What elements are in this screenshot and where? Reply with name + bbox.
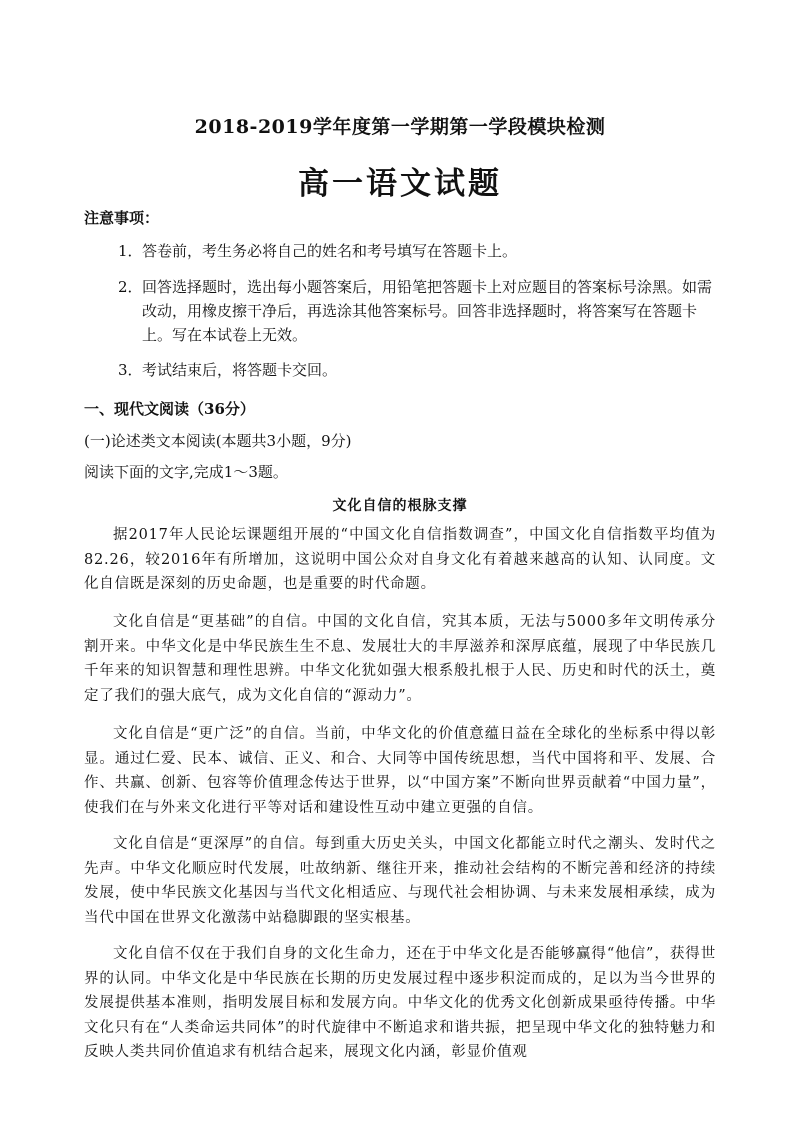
notice-item-1 <box>118 239 718 263</box>
article-paragraph-3: 文化自信是“更广泛”的自信。当前，中华文化的价值意蕴日益在全球化的坐标系中得以彰显。通过仁爱、民本、诚信、正义、和合、大同等中国传统思想，当代中国将和平、发展、合作、共赢、创新、包容等价值理念传达于世界，以“中国方案”不断向世界贡献着“中国力量”，使我们在与外来文化进行平等对话和建设性互动中建立更强的自信。 <box>84 726 716 816</box>
notice-item-text: 回答选择题时，选出每小题答案后，用铅笔把答题卡上对应题目的答案标号涂黑。如需改动，用橡皮擦干净后，再选涂其他答案标号。回答非选择题时，将答案写在答题卡上。写在本试卷上无效。 <box>142 278 713 344</box>
subject-title: 高一语文试题 <box>298 166 502 202</box>
notice-item-2 <box>118 275 718 347</box>
notice-item-text: 答卷前，考生务必将自己的姓名和考号填写在答题卡上。 <box>142 242 518 260</box>
notice-heading: 注意事项： <box>84 209 160 227</box>
notice-item-number: 1． <box>118 242 143 260</box>
reading-instruction: 阅读下面的文字,完成1～3题。 <box>84 463 288 481</box>
notice-item-number: 2． <box>118 278 143 296</box>
subsection-heading: (一)论述类文本阅读(本题共3小题，9分) <box>84 432 352 450</box>
article-paragraph-5: 文化自信不仅在于我们自身的文化生命力，还在于中华文化是否能够赢得“他信”，获得世界的认同。中华文化是中华民族在长期的历史发展过程中逐步积淀而成的，足以为当今世界的发展提供基本准则，指明发展目标和发展方向。中华文化的优秀文化创新成果亟待传播。中华文化只有在“人类命运共同体”的时代旋律中不断追求和谐共振，把呈现中华文化的独特魅力和反映人类共同价值追求有机结合起来，展现文化内涵，彰显价值观 <box>84 946 716 1060</box>
notice-item-text: 考试结束后，将答题卡交回。 <box>142 361 338 379</box>
section-heading: 一、现代文阅读（36分） <box>84 400 255 418</box>
exam-title: 2018-2019学年度第一学期第一学段模块检测 <box>194 116 606 138</box>
article-title: 文化自信的根脉支撑 <box>332 498 468 514</box>
article-paragraph-4: 文化自信是“更深厚”的自信。每到重大历史关头，中国文化都能立时代之潮头、发时代之先声。中华文化顺应时代发展，吐故纳新、继往开来，推动社会结构的不断完善和经济的持续发展，使中华民族文化基因与当代文化相适应、与现代社会相协调、与未来发展相承续，成为当代中国在世界文化激荡中站稳脚跟的坚实根基。 <box>84 836 716 926</box>
article-paragraph-2: 文化自信是“更基础”的自信。中国的文化自信，究其本质，无法与5000多年文明传承分割开来。中华文化是中华民族生生不息、发展壮大的丰厚滋养和深厚底蕴，展现了中华民族几千年来的知识智慧和理性思辨。中华文化犹如强大根系般扎根于人民、历史和时代的沃土，奠定了我们的强大底气，成为文化自信的“源动力”。 <box>84 614 716 704</box>
article-paragraph-1: 据2017年人民论坛课题组开展的“中国文化自信指数调查”，中国文化自信指数平均值为82.26，较2016年有所增加，这说明中国公众对自身文化有着越来越高的认知、认同度。文化自信既是深刻的历史命题，也是重要的时代命题。 <box>84 527 716 592</box>
notice-item-number: 3． <box>118 361 143 379</box>
notice-item-3 <box>118 358 718 382</box>
